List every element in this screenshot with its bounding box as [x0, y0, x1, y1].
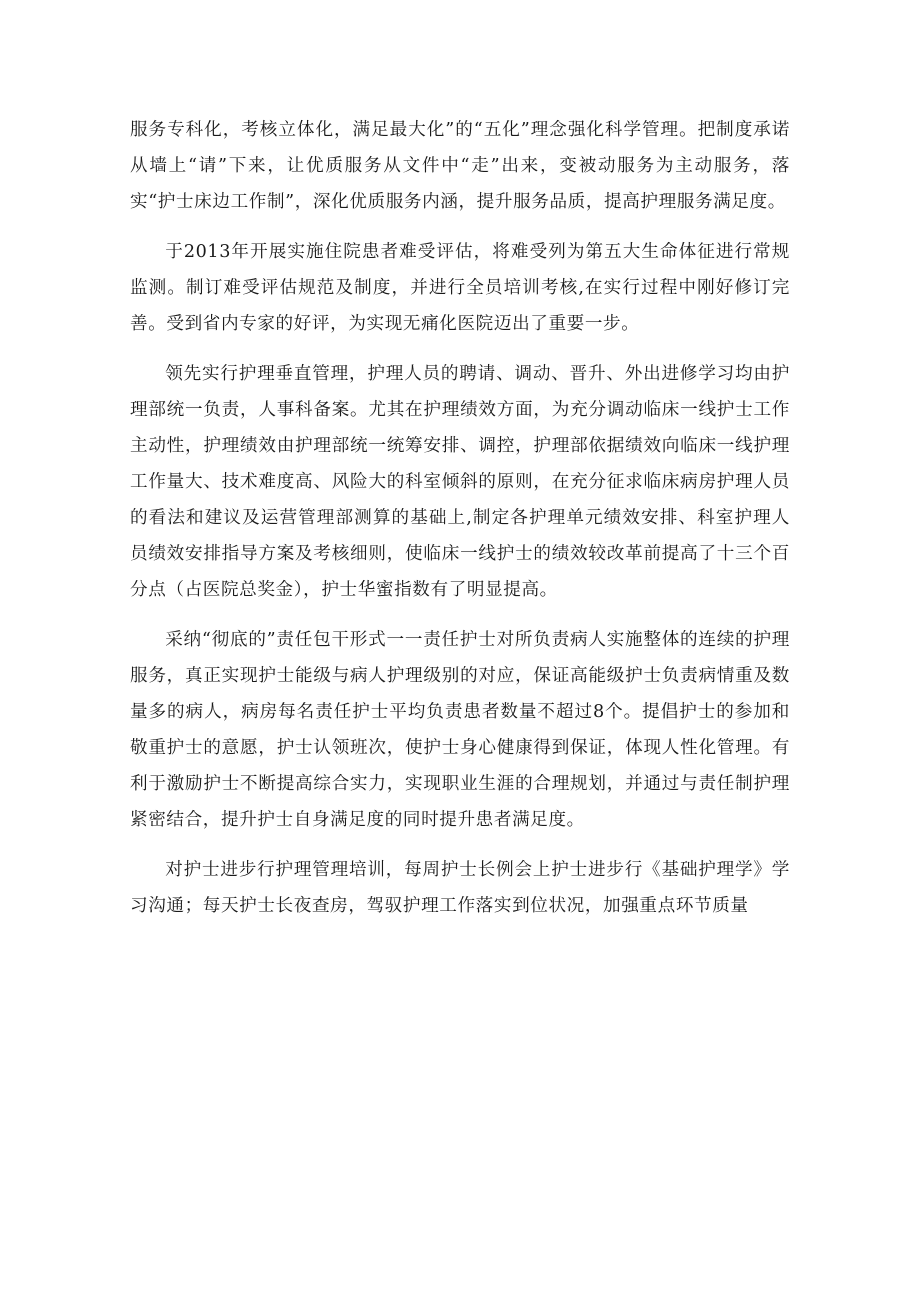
document-body: [130, 112, 790, 936]
paragraph-pain-assessment: 于2013年开展实施住院患者难受评估，将难受列为第五大生命体征进行常规监测。制订难受评估规范及制度，并进行全员培训考核,在实行过程中刚好修订完善。受到省内专家的好评，为实现无痛化医院迈出了重要一步。: [130, 242, 790, 334]
paragraph-vertical-management: 领先实行护理垂直管理，护理人员的聘请、调动、晋升、外出进修学习均由护理部统一负责，人事科备案。尤其在护理绩效方面，为充分调动临床一线护士工作主动性，护理绩效由护理部统一统筹安排、调控，护理部依据绩效向临床一线护理工作量大、技术难度高、风险大的科室倾斜的原则，在充分征求临床病房护理人员的看法和建议及运营管理部测算的基础上,制定各护理单元绩效安排、科室护理人员绩效安排指导方案及考核细则，使临床一线护士的绩效较改革前提高了十三个百分点（占医院总奖金），护士华蜜指数有了明显提高。: [130, 364, 790, 600]
paragraph-continuation: 服务专科化，考核立体化，满足最大化”的“五化”理念强化科学管理。把制度承诺从墙上“请”下来，让优质服务从文件中“走”出来，变被动服务为主动服务，落实“护士床边工作制”，深化优质服务内涵，提升服务品质，提高护理服务满足度。: [130, 120, 790, 212]
paragraph-responsibility-system: 采纳“彻底的”责任包干形式一一责任护士对所负责病人实施整体的连续的护理服务，真正实现护士能级与病人护理级别的对应，保证高能级护士负责病情重及数量多的病人，病房每名责任护士平均负责患者数量不超过8个。提倡护士的参加和敬重护士的意愿，护士认领班次，使护士身心健康得到保证，体现人性化管理。有利于激励护士不断提高综合实力，实现职业生涯的合理规划，并通过与责任制护理紧密结合，提升护士自身满足度的同时提升患者满足度。: [130, 630, 790, 830]
paragraph-training: 对护士进步行护理管理培训，每周护士长例会上护士进步行《基础护理学》学习沟通；每天护士长夜查房，驾驭护理工作落实到位状况，加强重点环节质量: [130, 860, 790, 916]
